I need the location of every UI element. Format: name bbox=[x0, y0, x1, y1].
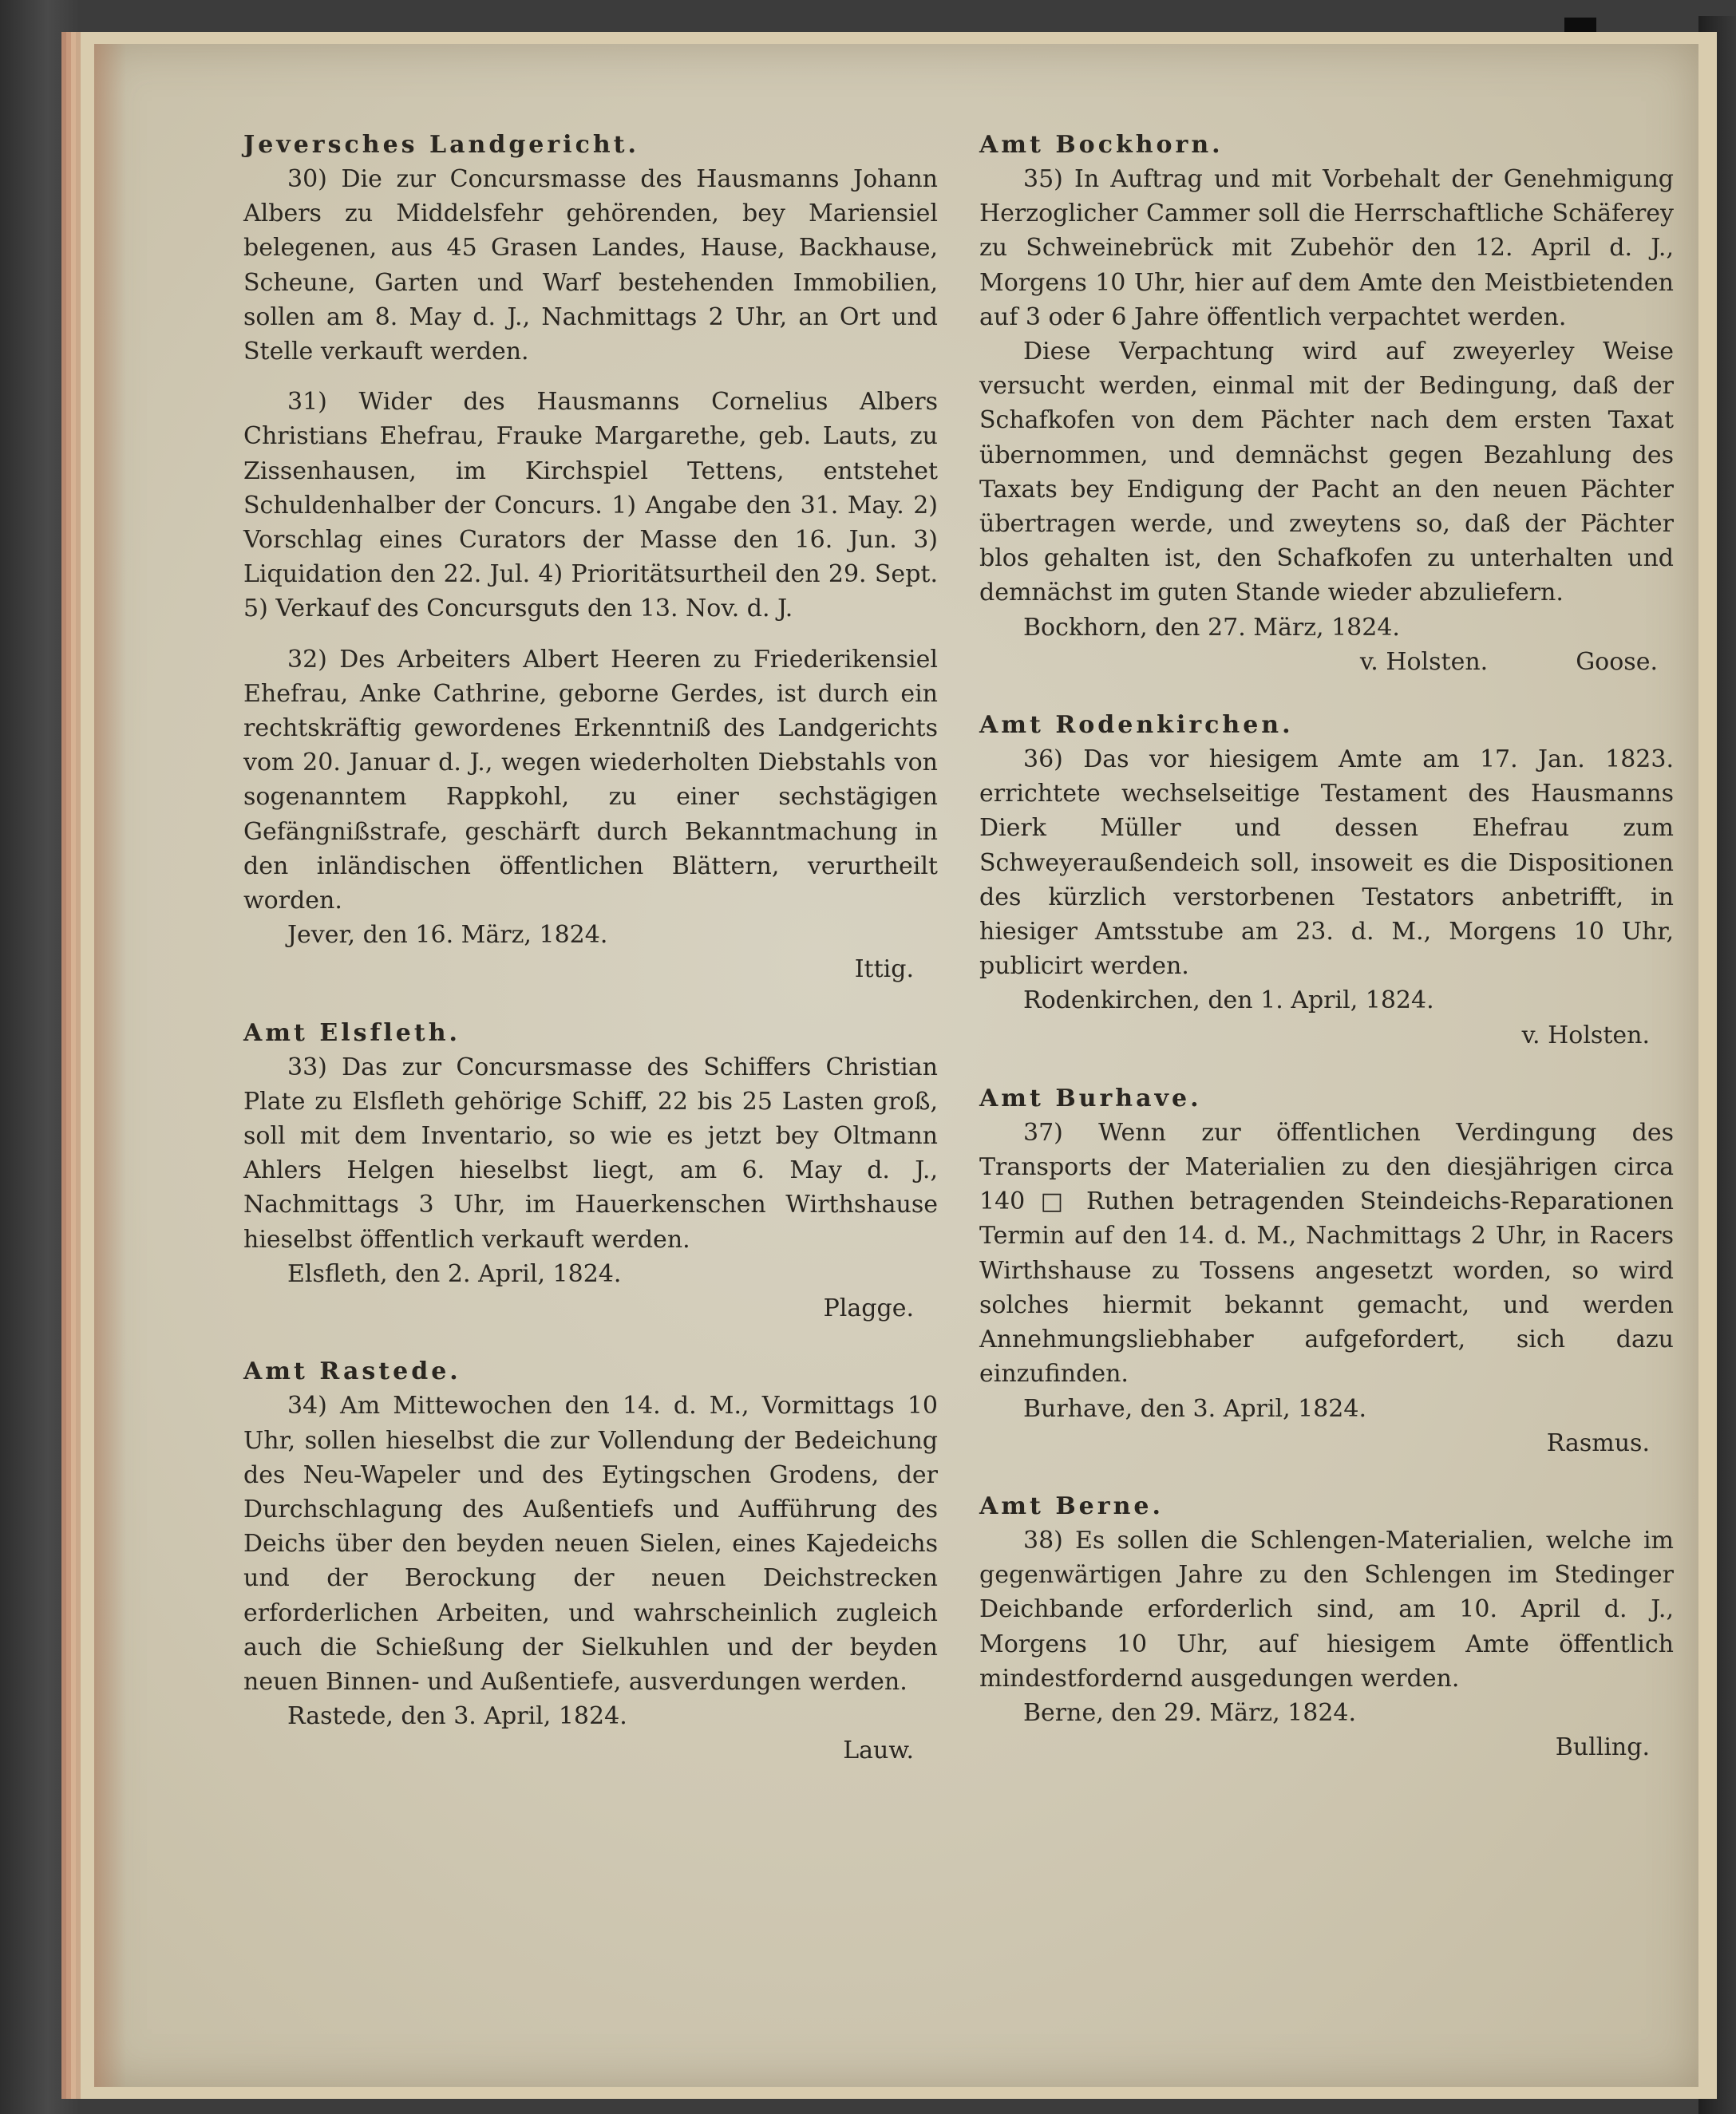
dateline-berne: Berne, den 29. März, 1824. bbox=[1023, 1698, 1357, 1727]
notice-34: 34) Am Mittewochen den 14. d. M., Vormittags 10 Uhr, sollen hieselbst die zur Vollendung der Bedeichung des Neu-Wapeler und des Eytingschen Grodens, der Durchschlagung des Außentiefs und Aufführung des Deichs über den beyden neuen Sielen, eines Kajedeichs und der Berockung der neuen Deichstrecken erforderlichen Arbeiten, und wahrscheinlich zugleich auch die Schießung der Sielkuhlen und der beyden neuen Binnen- und Außentiefe, ausverdungen werden. bbox=[243, 1392, 938, 1696]
signature-bockhorn-goose: Goose. bbox=[1576, 647, 1658, 676]
notice-33: 33) Das zur Concursmasse des Schiffers Christian Plate zu Elsfleth gehörige Schiff, 22 bis 25 Lasten groß, soll mit dem Inventario, so wie es jetzt bey Oltmann Ahlers Helgen hieselbst liegt, am 6. May d. J., Nachmittags 3 Uhr, im Hauerkenschen Wirthshause hieselbst öffentlich verkauft werden. bbox=[243, 1053, 938, 1254]
section-heading-bockhorn: Amt Bockhorn. bbox=[979, 131, 1224, 159]
notice-32: 32) Des Arbeiters Albert Heeren zu Friederikensiel Ehefrau, Anke Cathrine, geborne Gerdes, ist durch ein rechtskräftig gewordenes Erkenntniß des Landgerichts vom 20. Januar d. J., wegen wiederholten Diebstahls von sogenanntem Rappkohl, zu einer sechstägigen Gefängnißstrafe, geschärft durch Bekanntmachung in den inländischen öffentlichen Blättern, verurtheilt worden. bbox=[243, 645, 938, 915]
notice-30: 30) Die zur Concursmasse des Hausmanns Johann Albers zu Middelsfehr gehörenden, bey Mariensiel belegenen, aus 45 Grasen Landes, Hause, Backhause, Scheune, Garten und Warf bestehenden Immobilien, sollen am 8. May d. J., Nachmittags 2 Uhr, an Ort und Stelle verkauft werden. bbox=[243, 165, 938, 366]
section-heading-burhave: Amt Burhave. bbox=[979, 1084, 1202, 1112]
notice-35-continued: Diese Verpachtung wird auf zweyerley Weise versucht werden, einmal mit der Bedingung, daß der Schafkofen von dem Pächter nach dem ersten Taxat übernommen, und demnächst gegen Bezahlung des Taxats bey Endigung der Pacht an den neuen Pächter übertragen werde, und zweytens so, daß der Pächter blos gehalten ist, den Schafkofen zu unterhalten und demnächst im guten Stande wieder abzuliefern. bbox=[979, 338, 1674, 607]
left-column bbox=[243, 128, 938, 1768]
signature-rastede: Lauw. bbox=[843, 1737, 914, 1765]
dateline-rastede: Rastede, den 3. April, 1824. bbox=[287, 1702, 627, 1731]
section-heading-berne: Amt Berne. bbox=[979, 1492, 1164, 1520]
dateline-jever: Jever, den 16. März, 1824. bbox=[287, 921, 608, 950]
section-heading-rastede: Amt Rastede. bbox=[243, 1357, 461, 1386]
dateline-burhave: Burhave, den 3. April, 1824. bbox=[1023, 1394, 1367, 1423]
notice-37: 37) Wenn zur öffentlichen Verdingung des Transports der Materialien zu den diesjährigen circa 140 □ Ruthen betragenden Steindeichs-Reparationen Termin auf den 14. d. M., Nachmittags 2 Uhr, in Racers Wirthshause zu Tossens angesetzt worden, so wird solches hiermit bekannt gemacht, und werden Annehmungsliebhaber aufgefordert, sich dazu einzufinden. bbox=[979, 1118, 1674, 1389]
notice-36: 36) Das vor hiesigem Amte am 17. Jan. 1823. errichtete wechselseitige Testament des Hausmanns Dierk Müller und dessen Ehefrau zum Schweyeraußendeich soll, insoweit es die Dispositionen des kürzlich verstorbenen Testators anbetrifft, in hiesiger Amtsstube am 23. d. M., Morgens 10 Uhr, publicirt werden. bbox=[979, 745, 1674, 981]
signature-rodenkirchen: v. Holsten. bbox=[1521, 1021, 1650, 1049]
notice-31: 31) Wider des Hausmanns Cornelius Albers Christians Ehefrau, Frauke Margarethe, geb. Lauts, zu Zissenhausen, im Kirchspiel Tettens, entstehet Schuldenhalber der Concurs. 1) Angabe den 31. May. 2) Vorschlag eines Curators der Masse den 16. Jun. 3) Liquidation den 22. Jul. 4) Prioritätsurtheil den 29. Sept. 5) Verkauf des Concursguts den 13. Nov. d. J. bbox=[243, 388, 938, 623]
signature-bockhorn-holsten: v. Holsten. bbox=[1359, 647, 1489, 676]
notice-38: 38) Es sollen die Schlengen-Materialien, welche im gegenwärtigen Jahre zu den Schlengen im Stedinger Deichbande erforderlich sind, am 10. April d. J., Morgens 10 Uhr, auf hiesigem Amte öffentlich mindestfordernd ausgedungen werden. bbox=[979, 1526, 1674, 1693]
dateline-bockhorn: Bockhorn, den 27. März, 1824. bbox=[1023, 613, 1400, 642]
section-heading-rodenkirchen: Amt Rodenkirchen. bbox=[979, 711, 1294, 740]
signature-elsfleth: Plagge. bbox=[823, 1294, 914, 1323]
signature-jever: Ittig. bbox=[854, 955, 914, 984]
dateline-elsfleth: Elsfleth, den 2. April, 1824. bbox=[287, 1259, 622, 1288]
signature-berne: Bulling. bbox=[1555, 1733, 1650, 1762]
dateline-rodenkirchen: Rodenkirchen, den 1. April, 1824. bbox=[1023, 986, 1434, 1015]
signatures-bockhorn bbox=[979, 645, 1674, 679]
section-heading-jever: Jeversches Landgericht. bbox=[243, 131, 639, 159]
signature-burhave: Rasmus. bbox=[1546, 1428, 1650, 1457]
right-column bbox=[979, 128, 1674, 1764]
section-heading-elsfleth: Amt Elsfleth. bbox=[243, 1018, 461, 1047]
notice-35: 35) In Auftrag und mit Vorbehalt der Genehmigung Herzoglicher Cammer soll die Herrschaftliche Schäferey zu Schweinebrück mit Zubehör den 12. April d. J., Morgens 10 Uhr, hier auf dem Amte den Meistbietenden auf 3 oder 6 Jahre öffentlich verpachtet werden. bbox=[979, 165, 1674, 331]
